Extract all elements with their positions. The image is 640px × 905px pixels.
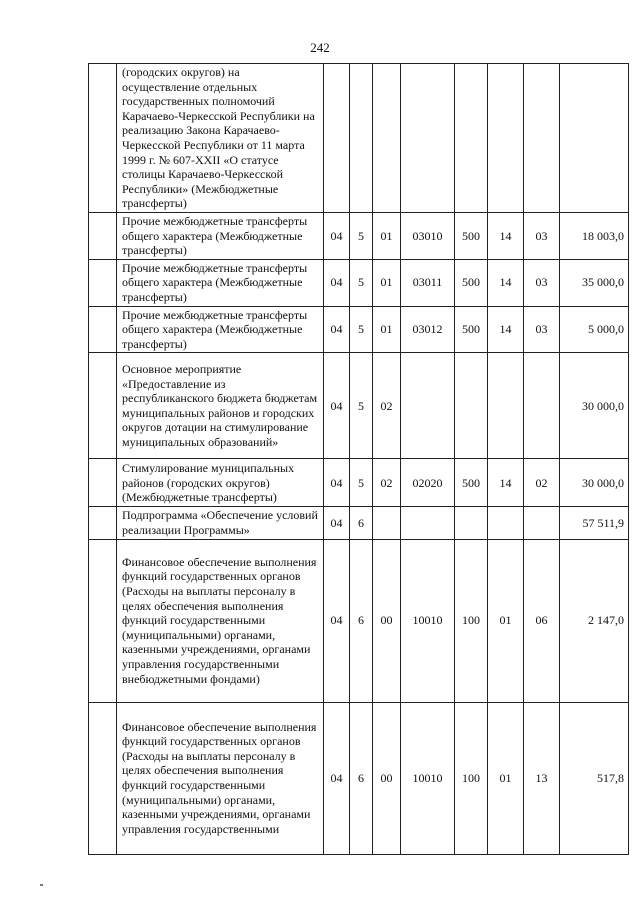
code-cell <box>488 353 524 459</box>
code-cell <box>488 507 524 539</box>
code-cell <box>455 507 488 539</box>
expense-name: Финансовое обеспечение выполнения функций государственных органов (Расходы на выплаты персоналу в целях обеспечения выполнения функций государственными (муниципальными) органами, казенными учреждениями, органами управления государственными <box>117 702 324 854</box>
code-cell: 500 <box>455 259 488 306</box>
code-cell: 14 <box>488 213 524 260</box>
code-cell: 500 <box>455 213 488 260</box>
code-cell: 02020 <box>401 459 455 507</box>
code-cell: 6 <box>350 507 373 539</box>
code-cell <box>401 353 455 459</box>
code-cell <box>373 64 401 213</box>
code-cell: 04 <box>324 213 350 260</box>
amount-cell: 30 000,0 <box>560 353 629 459</box>
code-cell: 04 <box>324 459 350 507</box>
amount-cell: 517,8 <box>560 702 629 854</box>
code-cell: 5 <box>350 353 373 459</box>
code-cell <box>524 353 560 459</box>
code-cell: 01 <box>488 539 524 702</box>
blank-cell <box>89 64 117 213</box>
blank-cell <box>89 353 117 459</box>
amount-cell: 30 000,0 <box>560 459 629 507</box>
expense-name: Подпрограмма «Обеспечение условий реализации Программы» <box>117 507 324 539</box>
code-cell: 10010 <box>401 539 455 702</box>
code-cell: 04 <box>324 507 350 539</box>
code-cell: 03 <box>524 213 560 260</box>
table-row <box>89 507 629 539</box>
code-cell: 03 <box>524 259 560 306</box>
code-cell <box>455 353 488 459</box>
blank-cell <box>89 702 117 854</box>
code-cell <box>350 64 373 213</box>
code-cell: 500 <box>455 306 488 353</box>
amount-cell: 18 003,0 <box>560 213 629 260</box>
code-cell <box>373 507 401 539</box>
blank-cell <box>89 306 117 353</box>
code-cell: 100 <box>455 702 488 854</box>
code-cell <box>524 64 560 213</box>
table-row <box>89 702 629 854</box>
blank-cell <box>89 259 117 306</box>
code-cell: 14 <box>488 259 524 306</box>
expense-name: Основное мероприятие «Предоставление из республиканского бюджета бюджетам муниципальных районов и городских округов дотации на стимулирование муниципальных образований» <box>117 353 324 459</box>
code-cell: 03010 <box>401 213 455 260</box>
code-cell <box>401 507 455 539</box>
table-row <box>89 213 629 260</box>
code-cell: 01 <box>488 702 524 854</box>
code-cell: 04 <box>324 539 350 702</box>
code-cell: 02 <box>373 459 401 507</box>
amount-cell: 2 147,0 <box>560 539 629 702</box>
code-cell: 01 <box>373 259 401 306</box>
code-cell: 5 <box>350 259 373 306</box>
code-cell: 10010 <box>401 702 455 854</box>
code-cell: 02 <box>524 459 560 507</box>
code-cell: 00 <box>373 702 401 854</box>
table-row <box>89 539 629 702</box>
code-cell: 06 <box>524 539 560 702</box>
table-row <box>89 306 629 353</box>
amount-cell: 57 511,9 <box>560 507 629 539</box>
code-cell: 100 <box>455 539 488 702</box>
code-cell: 03011 <box>401 259 455 306</box>
expense-name: Финансовое обеспечение выполнения функций государственных органов (Расходы на выплаты персоналу в целях обеспечения выполнения функций государственными (муниципальными) органами, казенными учреждениями, органами управления государственными внебюджетными фондами) <box>117 539 324 702</box>
code-cell: 01 <box>373 306 401 353</box>
code-cell: 14 <box>488 306 524 353</box>
amount-cell: 35 000,0 <box>560 259 629 306</box>
code-cell: 5 <box>350 213 373 260</box>
code-cell: 6 <box>350 702 373 854</box>
expense-name: Прочие межбюджетные трансферты общего характера (Межбюджетные трансферты) <box>117 213 324 260</box>
code-cell: 04 <box>324 306 350 353</box>
code-cell: 14 <box>488 459 524 507</box>
code-cell <box>524 507 560 539</box>
expense-name: Прочие межбюджетные трансферты общего характера (Межбюджетные трансферты) <box>117 259 324 306</box>
code-cell: 02 <box>373 353 401 459</box>
expense-name: Прочие межбюджетные трансферты общего характера (Межбюджетные трансферты) <box>117 306 324 353</box>
code-cell <box>324 64 350 213</box>
code-cell: 5 <box>350 306 373 353</box>
code-cell: 5 <box>350 459 373 507</box>
code-cell: 04 <box>324 259 350 306</box>
table-row <box>89 64 629 213</box>
code-cell: 04 <box>324 702 350 854</box>
blank-cell <box>89 507 117 539</box>
code-cell: 04 <box>324 353 350 459</box>
code-cell: 03 <box>524 306 560 353</box>
blank-cell <box>89 539 117 702</box>
blank-cell <box>89 213 117 260</box>
code-cell: 6 <box>350 539 373 702</box>
budget-table <box>88 63 629 855</box>
blank-cell <box>89 459 117 507</box>
scan-speck <box>40 884 43 886</box>
table-row <box>89 459 629 507</box>
code-cell <box>401 64 455 213</box>
page-number: 242 <box>310 40 330 55</box>
code-cell: 13 <box>524 702 560 854</box>
expense-name: Стимулирование муниципальных районов (городских округов) (Межбюджетные трансферты) <box>117 459 324 507</box>
code-cell <box>455 64 488 213</box>
expense-name: (городских округов) на осуществление отдельных государственных полномочий Карачаево-Черкесской Республики на реализацию Закона Карачаево-Черкесской Республики от 11 марта 1999 г. № 607-XXII «О статусе столицы Карачаево-Черкесской Республики» (Межбюджетные трансферты) <box>117 64 324 213</box>
amount-cell <box>560 64 629 213</box>
code-cell: 01 <box>373 213 401 260</box>
table-row <box>89 259 629 306</box>
code-cell: 00 <box>373 539 401 702</box>
code-cell <box>488 64 524 213</box>
table-row <box>89 353 629 459</box>
code-cell: 500 <box>455 459 488 507</box>
amount-cell: 5 000,0 <box>560 306 629 353</box>
code-cell: 03012 <box>401 306 455 353</box>
